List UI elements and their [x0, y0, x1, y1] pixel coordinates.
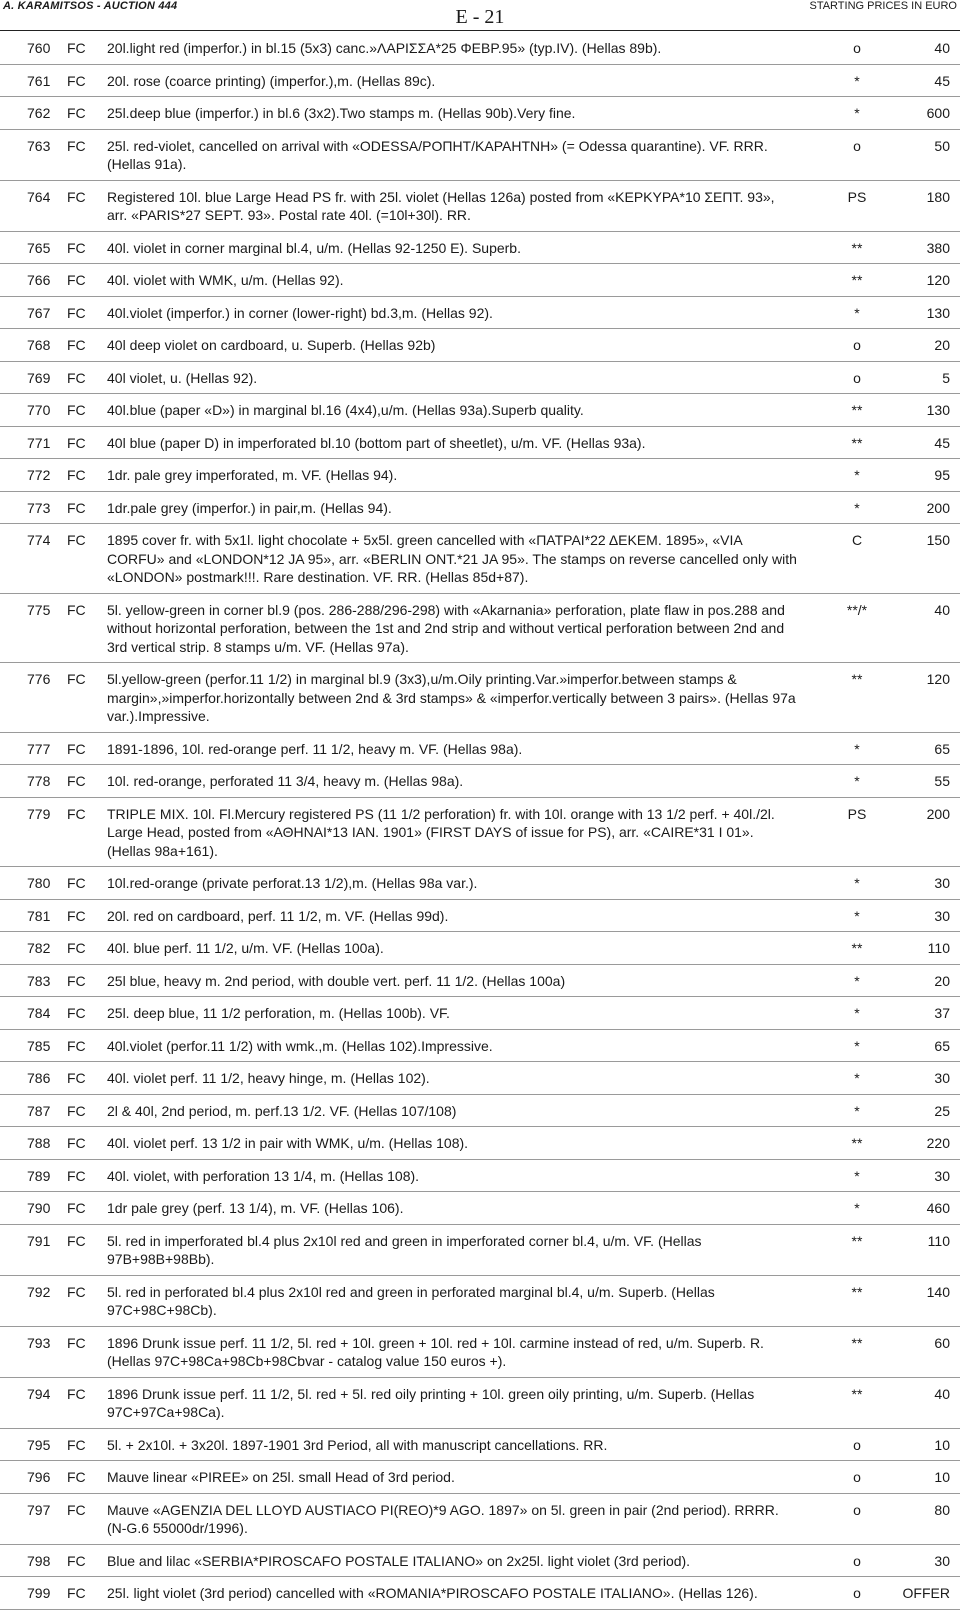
lot-price: 40: [934, 40, 950, 56]
lot-price: 110: [927, 1232, 950, 1249]
lot-condition: **: [851, 1283, 863, 1300]
lot-description: Mauve linear «PIREE» on 25l. small Head of 3rd period.: [107, 1469, 455, 1485]
lot-row: [0, 1545, 960, 1578]
lot-category: FC: [67, 671, 86, 687]
lot-description: 5l. + 2x10l. + 3x20l. 1897-1901 3rd Period, all with manuscript cancellations. RR.: [107, 1436, 608, 1453]
lot-number: 785: [27, 1037, 51, 1054]
lot-description: 20l.light red (imperfor.) in bl.15 (5x3) canc.»ΛΑΡΙΣΣΑ*25 ΦΕΒΡ.95» (typ.IV). (Hellas 89b).: [107, 40, 662, 56]
lot-row: [0, 1160, 960, 1193]
lot-number: 788: [27, 1135, 51, 1151]
lot-row: [0, 1225, 960, 1276]
lot-category: FC: [67, 805, 86, 822]
lot-number: 786: [27, 1070, 51, 1086]
lot-description: 40l violet, u. (Hellas 92).: [107, 369, 258, 386]
lot-condition: o: [853, 369, 861, 386]
lot-number: 778: [27, 773, 51, 789]
lot-price: 60: [934, 1334, 950, 1351]
lot-price: 200: [926, 499, 950, 516]
lot-row: [0, 181, 960, 232]
lot-row: [0, 798, 960, 868]
lot-condition: **: [851, 434, 863, 451]
lot-description: 1dr.pale grey (imperfor.) in pair,m. (Hellas 94).: [107, 499, 392, 516]
lot-number: 797: [27, 1501, 51, 1518]
lot-price: 25: [934, 1102, 950, 1119]
lot-number: 765: [27, 239, 51, 256]
lot-description: TRIPLE MIX. 10l. Fl.Mercury registered PS (11 1/2 perforation) fr. with 10l. orange with 13 1/2 perf. + 40l./2l. Large Head, posted from «ΑΘΗΝΑΙ*13 ΙΑΝ. 1901» (FIRST DAYS of issue for PS), arr. «CAIRE*31 I 01». (Hellas 98a+161).: [107, 805, 775, 859]
lot-number: 798: [27, 1552, 51, 1569]
lot-number: 781: [27, 907, 51, 924]
lot-description: 10l.red-orange (private perforat.13 1/2),m. (Hellas 98a var.).: [107, 875, 478, 891]
lot-description: 40l deep violet on cardboard, u. Superb. (Hellas 92b): [107, 337, 436, 353]
lot-price: 110: [927, 940, 950, 956]
lot-condition: *: [854, 467, 860, 483]
lot-number: 763: [27, 137, 51, 154]
lot-row: [0, 264, 960, 297]
lot-price: 30: [934, 1552, 950, 1569]
lot-price: 10: [934, 1436, 950, 1453]
lot-condition: o: [853, 1436, 861, 1453]
lot-price: 220: [926, 1135, 950, 1151]
lot-condition: **: [851, 1135, 863, 1151]
lot-category: FC: [67, 907, 86, 924]
lot-price: 150: [926, 532, 950, 548]
lot-price: 55: [934, 773, 950, 789]
lot-condition: **: [851, 272, 863, 288]
lot-row: [0, 1429, 960, 1462]
lot-description: 5l. yellow-green in corner bl.9 (pos. 286-288/296-298) with «Akarnania» perforation, plate flaw in pos.288 and without horizontal perforation, between the 1st and 2nd strip and without vertical perforation between 2nd and 3rd vertical strip. 8 stamps u/m. VF. (Hellas 97a).: [107, 601, 785, 655]
lot-category: FC: [67, 272, 86, 288]
lot-condition: PS: [847, 188, 867, 205]
lot-row: [0, 1192, 960, 1225]
lot-description: 1895 cover fr. with 5x1l. light chocolate + 5x5l. green cancelled with «ΠΑΤΡΑΙ*22 ΔΕΚΕΜ. 1895», «VIA CORFU» and «LONDON*12 JA 95», arr. «BERLIN ONT.*21 JA 95». The stamps on reverse cancelled only with «LONDON» postmark!!!. Rare destination. VF. RR. (Hellas 85d+87).: [107, 532, 797, 585]
lot-description: 20l. red on cardboard, perf. 11 1/2, m. VF. (Hellas 99d).: [107, 907, 449, 924]
lot-number: 767: [27, 304, 51, 321]
lot-description: Mauve «AGENZIA DEL LLOYD AUSTIACO PI(REO)*9 AGO. 1897» on 5l. green in pair (2nd period). RRRR. (N-G.6 55000dr/1996).: [107, 1501, 779, 1536]
lot-category: FC: [67, 239, 86, 256]
lot-category: FC: [67, 467, 86, 483]
lot-category: FC: [67, 875, 86, 891]
lot-condition: *: [854, 740, 860, 757]
lot-category: FC: [67, 1334, 86, 1351]
lot-condition: *: [854, 1200, 860, 1216]
lot-row: [0, 329, 960, 362]
lot-description: 20l. rose (coarce printing) (imperfor.),m. (Hellas 89c).: [107, 72, 436, 89]
lot-description: 40l. violet perf. 11 1/2, heavy hinge, m. (Hellas 102).: [107, 1070, 430, 1086]
lot-description: 40l blue (paper D) in imperforated bl.10 (bottom part of sheetlet), u/m. VF. (Hellas 93a).: [107, 434, 646, 451]
lot-price: 45: [934, 72, 950, 89]
lot-number: 782: [27, 940, 51, 956]
lot-number: 771: [27, 434, 51, 451]
lot-category: FC: [67, 337, 86, 353]
lot-number: 791: [27, 1232, 51, 1249]
lot-condition: o: [853, 1501, 861, 1518]
lot-price: 30: [934, 1070, 950, 1086]
lot-row: [0, 733, 960, 766]
lot-number: 794: [27, 1385, 51, 1402]
lot-condition: o: [853, 337, 861, 353]
lot-number: 775: [27, 601, 51, 618]
lot-number: 789: [27, 1167, 51, 1184]
lot-category: FC: [67, 972, 86, 989]
lot-condition: o: [853, 1552, 861, 1569]
lot-price: 30: [934, 875, 950, 891]
lot-number: 777: [27, 740, 51, 757]
lot-row: [0, 765, 960, 798]
lot-description: 1891-1896, 10l. red-orange perf. 11 1/2, heavy m. VF. (Hellas 98a).: [107, 740, 523, 757]
lot-condition: *: [854, 72, 860, 89]
lot-number: 790: [27, 1200, 51, 1216]
lot-number: 796: [27, 1469, 51, 1485]
lot-row: [0, 663, 960, 733]
lot-list: [0, 32, 960, 1610]
lot-condition: *: [854, 499, 860, 516]
lot-description: 25l. light violet (3rd period) cancelled with «ROMANIA*PIROSCAFO POSTALE ITALIANO». (Hellas 126).: [107, 1585, 758, 1601]
lot-description: Blue and lilac «SERBIA*PIROSCAFO POSTALE ITALIANO» on 2x25l. light violet (3rd period).: [107, 1552, 691, 1569]
lot-price: 20: [934, 337, 950, 353]
lot-row: [0, 1062, 960, 1095]
lot-category: FC: [67, 1469, 86, 1485]
lot-number: 776: [27, 671, 51, 687]
lot-price: 10: [934, 1469, 950, 1485]
lot-category: FC: [67, 1501, 86, 1518]
lot-row: [0, 32, 960, 65]
lot-number: 760: [27, 40, 51, 56]
lot-category: FC: [67, 1232, 86, 1249]
lot-condition: *: [854, 907, 860, 924]
lot-row: [0, 965, 960, 998]
lot-price: 20: [934, 972, 950, 989]
lot-price: 40: [934, 1385, 950, 1402]
lot-condition: o: [853, 1585, 861, 1601]
lot-category: FC: [67, 1585, 86, 1601]
lot-price: 140: [926, 1283, 950, 1300]
lot-row: [0, 594, 960, 664]
lot-row: [0, 524, 960, 594]
lot-description: 1dr. pale grey imperforated, m. VF. (Hellas 94).: [107, 467, 398, 483]
lot-description: Registered 10l. blue Large Head PS fr. with 25l. violet (Hellas 126a) posted from «ΚΕΡΚΥΡΑ*10 ΣΕΠΤ. 93», arr. «PARIS*27 SEPT. 93». Postal rate 40l. (=10l+30l). RR.: [107, 188, 775, 223]
lot-number: 770: [27, 402, 51, 418]
lot-description: 25l. red-violet, cancelled on arrival with «ODESSA/ΡΟΠΗΤ/ΚΑΡΑΗΤΝΗ» (= Odessa quarantine). VF. RRR. (Hellas 91a).: [107, 137, 768, 172]
lot-description: 1dr pale grey (perf. 13 1/4), m. VF. (Hellas 106).: [107, 1200, 404, 1216]
lot-row: [0, 1276, 960, 1327]
lot-row: [0, 932, 960, 965]
auction-title: A. KARAMITSOS - AUCTION 444: [3, 0, 178, 12]
lot-category: FC: [67, 1436, 86, 1453]
lot-description: 40l. blue perf. 11 1/2, u/m. VF. (Hellas 100a).: [107, 940, 384, 956]
lot-description: 1896 Drunk issue perf. 11 1/2, 5l. red + 5l. red oily printing + 10l. green oily printing, u/m. Superb. (Hellas 97C+97Ca+98Ca).: [107, 1385, 755, 1420]
lot-condition: **: [851, 1334, 863, 1351]
lot-price: 460: [926, 1200, 950, 1216]
lot-condition: o: [853, 1469, 861, 1485]
lot-number: 787: [27, 1102, 51, 1119]
lot-price: 130: [926, 304, 950, 321]
lot-number: 768: [27, 337, 51, 353]
lot-category: FC: [67, 72, 86, 89]
lot-description: 2l & 40l, 2nd period, m. perf.13 1/2. VF. (Hellas 107/108): [107, 1102, 457, 1119]
lot-description: 10l. red-orange, perforated 11 3/4, heavy m. (Hellas 98a).: [107, 773, 464, 789]
lot-row: [0, 459, 960, 492]
lot-category: FC: [67, 188, 86, 205]
lot-number: 795: [27, 1436, 51, 1453]
lot-price: 130: [926, 402, 950, 418]
lot-category: FC: [67, 1552, 86, 1569]
lot-category: FC: [67, 1070, 86, 1086]
lot-description: 40l.violet (imperfor.) in corner (lower-right) bd.3,m. (Hellas 92).: [107, 304, 493, 321]
page-header: [0, 0, 960, 31]
lot-category: FC: [67, 601, 86, 618]
lot-condition: *: [854, 1070, 860, 1086]
lot-description: 25l blue, heavy m. 2nd period, with double vert. perf. 11 1/2. (Hellas 100a): [107, 972, 566, 989]
lot-row: [0, 900, 960, 933]
lot-number: 784: [27, 1005, 51, 1021]
lot-category: FC: [67, 369, 86, 386]
lot-price: 120: [926, 671, 950, 687]
lot-condition: *: [854, 972, 860, 989]
lot-condition: **: [851, 671, 863, 687]
lot-number: 762: [27, 105, 51, 121]
lot-number: 799: [27, 1585, 51, 1601]
lot-price: 95: [934, 467, 950, 483]
lot-row: [0, 65, 960, 98]
lot-category: FC: [67, 304, 86, 321]
lot-condition: o: [853, 40, 861, 56]
lot-category: FC: [67, 499, 86, 516]
lot-category: FC: [67, 1102, 86, 1119]
lot-condition: *: [854, 773, 860, 789]
lot-row: [0, 130, 960, 181]
lot-description: 40l. violet, with perforation 13 1/4, m. (Hellas 108).: [107, 1167, 420, 1184]
lot-number: 761: [27, 72, 51, 89]
lot-category: FC: [67, 1005, 86, 1021]
lot-row: [0, 394, 960, 427]
lot-price: 30: [934, 1167, 950, 1184]
lot-price: OFFER: [902, 1585, 950, 1601]
lot-price: 50: [934, 137, 950, 154]
lot-category: FC: [67, 740, 86, 757]
lot-number: 779: [27, 805, 51, 822]
price-note: STARTING PRICES IN EURO: [809, 0, 957, 12]
lot-category: FC: [67, 1167, 86, 1184]
lot-price: 65: [934, 1037, 950, 1054]
lot-number: 780: [27, 875, 51, 891]
lot-price: 5: [942, 369, 950, 386]
lot-condition: *: [854, 875, 860, 891]
lot-condition: PS: [847, 805, 867, 822]
lot-number: 769: [27, 369, 51, 386]
lot-category: FC: [67, 1385, 86, 1402]
lot-condition: C: [851, 532, 863, 548]
lot-category: FC: [67, 105, 86, 121]
page-number: E - 21: [455, 6, 505, 28]
lot-row: [0, 362, 960, 395]
lot-row: [0, 1030, 960, 1063]
lot-description: 40l.blue (paper «D») in marginal bl.16 (4x4),u/m. (Hellas 93a).Superb quality.: [107, 402, 584, 418]
lot-category: FC: [67, 532, 86, 548]
lot-number: 764: [27, 188, 51, 205]
lot-category: FC: [67, 773, 86, 789]
lot-category: FC: [67, 1135, 86, 1151]
lot-price: 380: [926, 239, 950, 256]
lot-price: 45: [934, 434, 950, 451]
lot-condition: *: [854, 1167, 860, 1184]
lot-number: 772: [27, 467, 51, 483]
lot-condition: *: [854, 1005, 860, 1021]
lot-row: [0, 427, 960, 460]
lot-description: 40l. violet perf. 13 1/2 in pair with WMK, u/m. (Hellas 108).: [107, 1135, 469, 1151]
lot-row: [0, 1494, 960, 1545]
lot-category: FC: [67, 40, 86, 56]
lot-price: 600: [926, 105, 950, 121]
lot-description: 5l.yellow-green (perfor.11 1/2) in marginal bl.9 (3x3),u/m.Oily printing.Var.»imperfor.between stamps & margin»,»imperfor.horizontally between 2nd & 3rd stamps» & «imperfor.vertically between 3 pairs». (Hellas 97a var.).Impressive.: [107, 671, 796, 724]
lot-number: 774: [27, 532, 51, 548]
lot-category: FC: [67, 1037, 86, 1054]
lot-price: 40: [934, 601, 950, 618]
lot-condition: **/*: [846, 601, 868, 618]
lot-price: 30: [934, 907, 950, 924]
lot-category: FC: [67, 1283, 86, 1300]
lot-row: [0, 1378, 960, 1429]
lot-category: FC: [67, 1200, 86, 1216]
lot-description: 5l. red in imperforated bl.4 plus 2x10l red and green in imperforated corner bl.4, u/m. VF. (Hellas 97B+98B+98Bb).: [107, 1232, 702, 1267]
lot-category: FC: [67, 434, 86, 451]
lot-description: 40l.violet (perfor.11 1/2) with wmk.,m. (Hellas 102).Impressive.: [107, 1037, 493, 1054]
lot-description: 25l. deep blue, 11 1/2 perforation, m. (Hellas 100b). VF.: [107, 1005, 450, 1021]
lot-row: [0, 492, 960, 525]
lot-category: FC: [67, 940, 86, 956]
lot-price: 80: [934, 1501, 950, 1518]
lot-condition: **: [851, 940, 863, 956]
lot-category: FC: [67, 402, 86, 418]
lot-number: 792: [27, 1283, 51, 1300]
lot-description: 40l. violet with WMK, u/m. (Hellas 92).: [107, 272, 344, 288]
lot-condition: **: [851, 402, 863, 418]
lot-row: [0, 867, 960, 900]
lot-number: 766: [27, 272, 51, 288]
lot-description: 40l. violet in corner marginal bl.4, u/m. (Hellas 92-1250 E). Superb.: [107, 239, 521, 256]
lot-condition: **: [851, 239, 863, 256]
lot-number: 783: [27, 972, 51, 989]
lot-row: [0, 1327, 960, 1378]
lot-price: 200: [926, 805, 950, 822]
lot-condition: *: [854, 304, 860, 321]
lot-row: [0, 1577, 960, 1610]
lot-price: 120: [926, 272, 950, 288]
lot-row: [0, 1095, 960, 1128]
lot-category: FC: [67, 137, 86, 154]
lot-row: [0, 97, 960, 130]
lot-condition: o: [853, 137, 861, 154]
lot-description: 1896 Drunk issue perf. 11 1/2, 5l. red + 10l. green + 10l. red + 10l. carmine instead of red, u/m. Superb. R. (Hellas 97C+98Ca+98Cb+98Cbvar - catalog value 150 euros +).: [107, 1334, 764, 1369]
lot-description: 5l. red in perforated bl.4 plus 2x10l red and green in perforated marginal bl.4, u/m. Superb. (Hellas 97C+98C+98Cb).: [107, 1283, 715, 1318]
lot-row: [0, 1127, 960, 1160]
lot-condition: *: [854, 1102, 860, 1119]
lot-row: [0, 1461, 960, 1494]
lot-description: 25l.deep blue (imperfor.) in bl.6 (3x2).Two stamps m. (Hellas 90b).Very fine.: [107, 105, 576, 121]
lot-price: 180: [926, 188, 950, 205]
lot-price: 37: [934, 1005, 950, 1021]
lot-condition: *: [854, 1037, 860, 1054]
lot-row: [0, 232, 960, 265]
lot-number: 773: [27, 499, 51, 516]
lot-row: [0, 997, 960, 1030]
lot-row: [0, 297, 960, 330]
lot-price: 65: [934, 740, 950, 757]
lot-condition: *: [854, 105, 860, 121]
lot-condition: **: [851, 1385, 863, 1402]
lot-condition: **: [851, 1232, 863, 1249]
lot-number: 793: [27, 1334, 51, 1351]
